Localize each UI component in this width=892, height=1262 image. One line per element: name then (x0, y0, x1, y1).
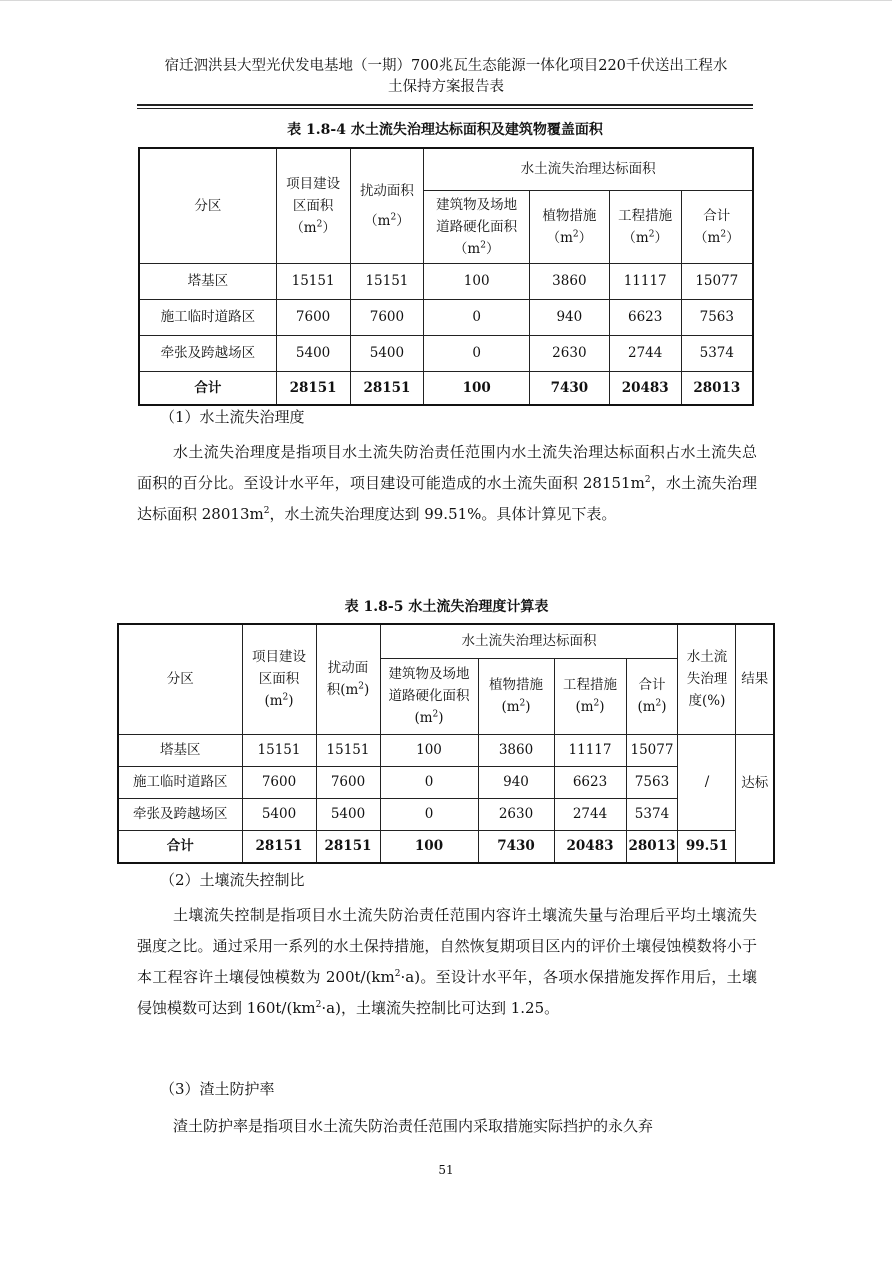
t2-unit-sq: 2 (655, 698, 662, 709)
section1-text-c: ，水土流失治理度达到 99.51%。具体计算见下表。 (269, 505, 617, 523)
section1-heading: （1）水土流失治理度 (160, 408, 305, 426)
t2-cell-eng: 6623 (554, 766, 626, 798)
t2-unit-sq: 2 (519, 698, 526, 709)
t2-unit-m: (m (575, 699, 594, 715)
header-rule-thin (137, 108, 753, 109)
t1-unit-close: ） (578, 229, 593, 246)
section3-heading: （3）渣土防护率 (160, 1080, 275, 1098)
t1-header-sum-label: 合计（m (694, 207, 731, 246)
t1-total-bld: 100 (424, 371, 530, 405)
section2-text-b: ·a)。至设计水平年，各项水保措施发挥作用后，土壤侵蚀模数可达到 160t/(km (137, 968, 757, 1017)
t2-header-eng-l2 (557, 696, 624, 718)
t2-unit-m: (m (414, 710, 433, 726)
t2-unit-m: (m (264, 693, 283, 710)
t2-cell-area: 5400 (242, 798, 316, 830)
t1-cell-sum: 5374 (681, 335, 753, 371)
t1-header-dist (350, 148, 424, 263)
table-row (139, 335, 753, 371)
t1-total-zone: 合计 (139, 371, 276, 405)
t2-header-bld-l2: 道路硬化面积 (388, 688, 470, 704)
t1-cell-area: 5400 (276, 335, 350, 371)
t2-header-dist-l2 (319, 679, 378, 701)
t2-total-bld: 100 (380, 830, 478, 863)
t2-header-area (242, 624, 316, 734)
t2-unit-close: ) (288, 693, 294, 710)
t2-header-eng-l1: 工程措施 (563, 677, 617, 693)
t2-header-dist-l1: 扰动面 (327, 660, 369, 677)
t2-cell-dist: 7600 (316, 766, 380, 798)
t2-unit-close: ) (525, 699, 531, 715)
section2-sq-1: 2 (394, 969, 401, 979)
t2-total-zone: 合计 (118, 830, 242, 863)
t1-unit-m: （m (364, 212, 391, 229)
t1-cell-zone: 牵张及跨越场区 (139, 335, 276, 371)
t2-header-rate-l2: 失治理 (686, 671, 728, 688)
section2-heading: （2）土壤流失控制比 (160, 871, 305, 889)
t1-header-area-l3 (279, 217, 348, 239)
t2-unit-close: ) (661, 699, 667, 715)
page-number: 51 (438, 1163, 454, 1177)
t1-cell-dist: 5400 (350, 335, 424, 371)
t2-header-rate (678, 624, 736, 734)
section1-sq-2: 2 (263, 506, 270, 516)
t1-header-eng-l1: 工程措施 (618, 207, 673, 224)
t1-unit-sq: 2 (480, 240, 486, 250)
t2-header-bld-l3 (383, 707, 476, 729)
t1-header-veg-l1: 植物措施 (542, 207, 597, 224)
t1-cell-zone: 施工临时道路区 (139, 299, 276, 335)
t2-cell-bld: 100 (380, 734, 478, 766)
t2-unit-close: ) (364, 682, 370, 699)
table-row (118, 798, 774, 830)
t1-total-eng: 20483 (609, 371, 681, 405)
t1-header-bld-l3 (426, 238, 527, 260)
table-row (139, 263, 753, 299)
t2-header-area-l1: 项目建设 (252, 649, 306, 666)
t1-header-group: 水土流失治理达标面积 (424, 148, 753, 190)
t2-unit-sq: 2 (282, 692, 289, 703)
section2-text-a: 土壤流失控制是指项目水土流失防治责任范围内容许土壤流失量与治理后平均土壤流失强度之比。通过采用一系列的水土保持措施，自然恢复期项目区内的评价土壤侵蚀模数将小于本工程容许土壤侵蚀模数为 200t/(km (137, 906, 757, 986)
t1-cell-veg: 940 (529, 299, 609, 335)
t2-cell-rate-merged: / (678, 734, 736, 830)
t1-unit-m: （m (546, 229, 573, 246)
t1-cell-dist: 15151 (350, 263, 424, 299)
t2-header-sum-l2 (629, 696, 676, 718)
t2-header-group: 水土流失治理达标面积 (380, 624, 678, 658)
t2-cell-bld: 0 (380, 798, 478, 830)
t2-header-veg (478, 658, 554, 734)
t2-cell-eng: 11117 (554, 734, 626, 766)
section1-sq-1: 2 (644, 475, 651, 485)
t2-total-sum: 28013 (626, 830, 678, 863)
t1-cell-bld: 0 (424, 335, 530, 371)
t2-header-area-l3 (245, 690, 314, 712)
t1-header-dist-l1: 扰动面积 (359, 182, 414, 199)
t1-header-zone: 分区 (139, 148, 276, 263)
header-line-1: 宿迁泗洪县大型光伏发电基地（一期）700兆瓦生态能源一体化项目220千伏送出工程水 (164, 58, 728, 74)
t1-cell-area: 15151 (276, 263, 350, 299)
t1-total-sum: 28013 (681, 371, 753, 405)
t2-cell-veg: 3860 (478, 734, 554, 766)
t1-cell-sum: 7563 (681, 299, 753, 335)
t1-header-area (276, 148, 350, 263)
t1-unit-m: （m (453, 240, 481, 257)
page-top-edge (0, 0, 892, 1)
t2-header-dist (316, 624, 380, 734)
table-row (118, 766, 774, 798)
t2-unit-m: 积(m (326, 682, 359, 699)
t2-unit-close: ) (438, 710, 444, 726)
t1-header-bld-l1: 建筑物及场地 (436, 196, 518, 213)
t1-cell-eng: 6623 (609, 299, 681, 335)
t1-header-eng-l2 (612, 227, 679, 249)
t1-unit-m: （m (290, 219, 317, 236)
t1-cell-eng: 2744 (609, 335, 681, 371)
t1-unit-close: ） (322, 219, 336, 236)
table1 (138, 147, 754, 406)
t2-header-veg-l2 (481, 696, 552, 718)
header-rule-thick (137, 104, 753, 106)
t2-total-veg: 7430 (478, 830, 554, 863)
t1-cell-zone: 塔基区 (139, 263, 276, 299)
table-total-row (139, 371, 753, 405)
t2-unit-sq: 2 (432, 709, 439, 720)
t2-cell-veg: 940 (478, 766, 554, 798)
t2-header-rate-l3: 度(%) (688, 693, 726, 710)
t2-cell-area: 7600 (242, 766, 316, 798)
t1-header-dist-l2 (353, 210, 422, 232)
t2-header-veg-l1: 植物措施 (489, 677, 543, 693)
table-total-row (118, 830, 774, 863)
t1-unit-sq: 2 (720, 229, 727, 239)
t1-unit-sq: 2 (572, 229, 579, 239)
t2-cell-area: 15151 (242, 734, 316, 766)
t2-unit-m: (m (637, 699, 656, 715)
t1-unit-sq: 2 (390, 212, 397, 223)
t1-cell-bld: 100 (424, 263, 530, 299)
t2-cell-zone: 塔基区 (118, 734, 242, 766)
t1-unit-m: （m (622, 229, 649, 246)
t2-unit-m: (m (501, 699, 520, 715)
running-header (120, 56, 772, 98)
t1-unit-sq: 2 (316, 219, 323, 230)
t1-cell-dist: 7600 (350, 299, 424, 335)
t2-total-area: 28151 (242, 830, 316, 863)
t2-total-dist: 28151 (316, 830, 380, 863)
t1-header-sum (681, 190, 753, 263)
t2-unit-close: ) (599, 699, 605, 715)
t2-cell-eng: 2744 (554, 798, 626, 830)
t2-cell-sum: 15077 (626, 734, 678, 766)
section2-paragraph (137, 900, 757, 1024)
t1-cell-veg: 3860 (529, 263, 609, 299)
t2-cell-sum: 7563 (626, 766, 678, 798)
t1-cell-area: 7600 (276, 299, 350, 335)
t1-total-area: 28151 (276, 371, 350, 405)
t1-total-dist: 28151 (350, 371, 424, 405)
t2-cell-zone: 牵张及跨越场区 (118, 798, 242, 830)
table2 (117, 623, 775, 864)
t1-cell-eng: 11117 (609, 263, 681, 299)
t2-header-rate-l1: 水土流 (686, 649, 728, 666)
t1-unit-close: ） (485, 240, 500, 257)
t2-cell-veg: 2630 (478, 798, 554, 830)
t1-unit-sq: 2 (648, 229, 655, 239)
t2-cell-dist: 5400 (316, 798, 380, 830)
t1-cell-veg: 2630 (529, 335, 609, 371)
t2-header-sum-l1: 合计 (638, 677, 666, 693)
t2-cell-bld: 0 (380, 766, 478, 798)
section1-text-a: 水土流失治理度是指项目水土流失防治责任范围内水土流失治理达标面积占水土流失总面积的百分比。至设计水平年，项目建设可能造成的水土流失面积 28151m (137, 443, 757, 492)
t2-unit-sq: 2 (593, 698, 600, 709)
t1-cell-bld: 0 (424, 299, 530, 335)
table1-caption: 表 1.8-4 水土流失治理达标面积及建筑物覆盖面积 (287, 122, 603, 138)
t2-total-rate: 99.51 (678, 830, 736, 863)
table2-caption: 表 1.8-5 水土流失治理度计算表 (344, 599, 549, 615)
section3-paragraph: 渣土防护率是指项目水土流失防治责任范围内采取措施实际挡护的永久弃 (173, 1117, 654, 1135)
t2-unit-sq: 2 (358, 681, 365, 692)
t2-header-result: 结果 (736, 624, 774, 734)
t2-total-eng: 20483 (554, 830, 626, 863)
table-row (139, 299, 753, 335)
t1-total-veg: 7430 (529, 371, 609, 405)
t2-header-zone: 分区 (118, 624, 242, 734)
t1-unit-close: ） (654, 229, 668, 246)
t1-unit-close: ） (396, 212, 410, 229)
t2-cell-zone: 施工临时道路区 (118, 766, 242, 798)
t1-cell-sum: 15077 (681, 263, 753, 299)
t1-unit-close: ） (726, 229, 740, 246)
t1-header-bld (424, 190, 530, 263)
table-row (118, 734, 774, 766)
t2-cell-result: 达标 (736, 734, 774, 863)
section2-sq-2: 2 (315, 1000, 322, 1010)
t1-header-veg (529, 190, 609, 263)
t2-header-area-l2: 区面积 (258, 671, 300, 688)
t1-header-veg-l2 (532, 227, 607, 249)
t2-header-bld-l1: 建筑物及场地 (388, 666, 470, 682)
section1-text-b: ，水土流失治理达标面积 28013m (137, 474, 757, 523)
t2-header-sum (626, 658, 678, 734)
t1-header-bld-l2: 道路硬化面积 (436, 218, 518, 235)
t2-header-bld (380, 658, 478, 734)
t1-header-area-l1: 项目建设 (286, 175, 341, 192)
t2-cell-sum: 5374 (626, 798, 678, 830)
header-line-2: 土保持方案报告表 (388, 79, 504, 95)
t2-cell-dist: 15151 (316, 734, 380, 766)
t2-header-eng (554, 658, 626, 734)
t1-header-eng (609, 190, 681, 263)
t1-header-area-l2: 区面积 (292, 197, 334, 214)
section1-paragraph (137, 437, 757, 530)
section2-text-c: ·a)，土壤流失控制比可达到 1.25。 (321, 999, 560, 1017)
